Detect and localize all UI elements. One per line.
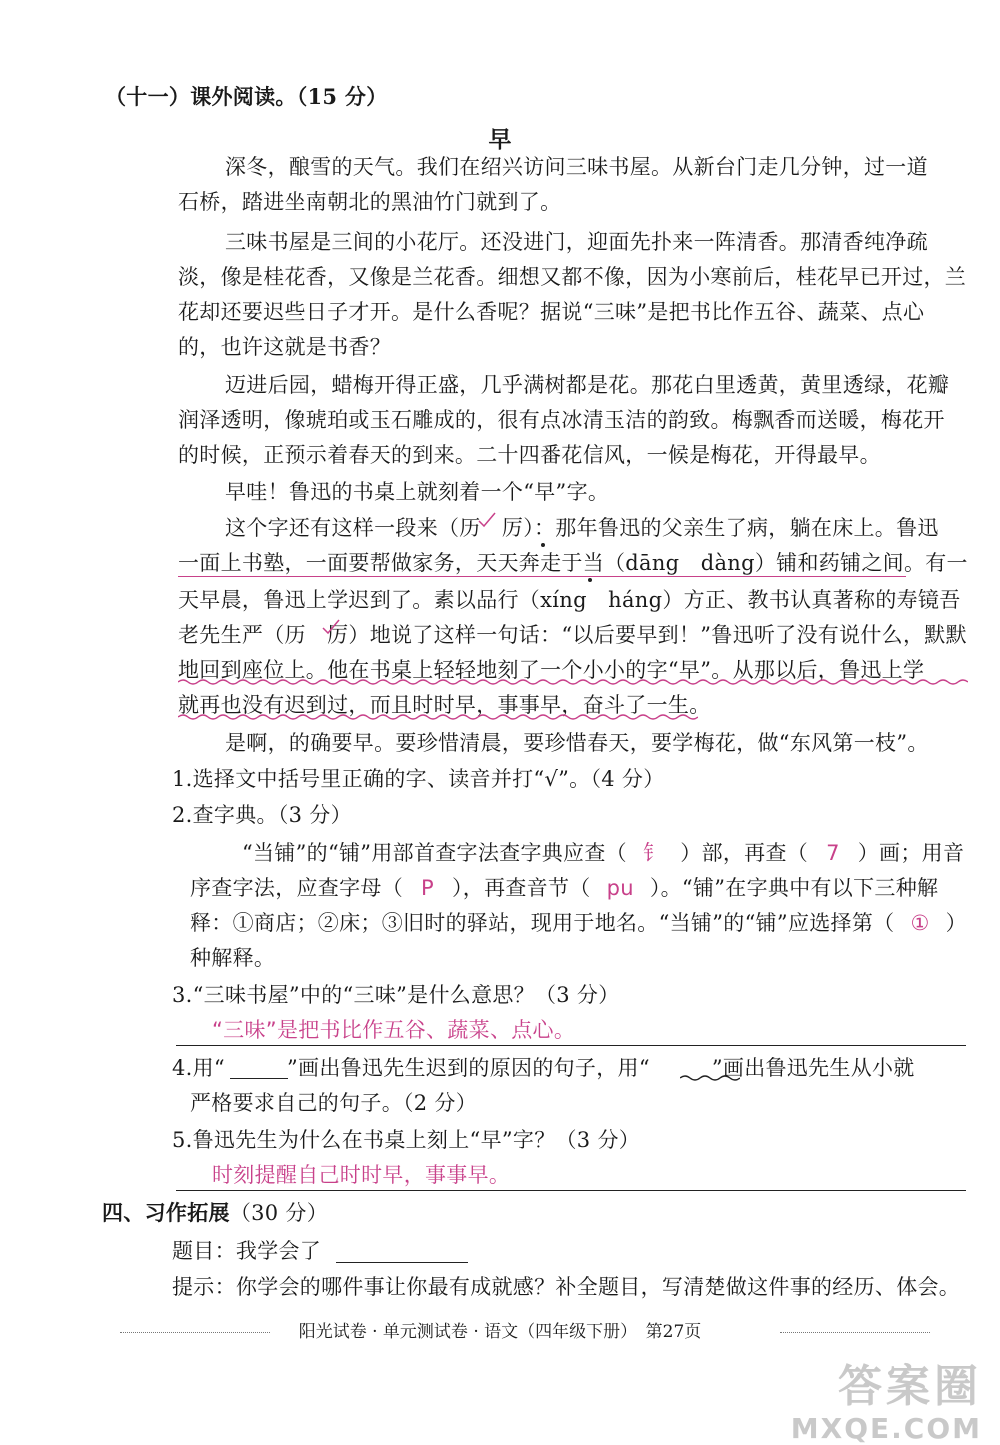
question-3: 3.“三味书屋”中的“三味”是什么意思？（3 分） <box>172 983 620 1007</box>
article-line: 天早晨，鲁迅上学迟到了。素以品行（xíng háng）方正、教书认真著称的寿镜吾 <box>178 588 961 612</box>
answer-choice[interactable]: ① <box>910 911 930 935</box>
article-line: 这个字还有这样一段来（历 厉）：那年鲁迅的父亲生了病，躺在床上。鲁迅 <box>225 516 939 540</box>
wavy-underline-mark <box>178 713 698 721</box>
section-4-heading: 四、习作拓展（30 分） <box>102 1200 329 1225</box>
question-5: 5.鲁迅先生为什么在书桌上刻上“早”字？（3 分） <box>172 1128 641 1152</box>
straight-line-sample <box>230 1078 288 1079</box>
check-mark-icon <box>322 619 340 635</box>
question-2-line-d: 种解释。 <box>190 946 276 970</box>
question-4-line-b: 严格要求自己的句子。（2 分） <box>190 1091 478 1115</box>
answer-rule <box>176 1190 966 1191</box>
answer-letter[interactable]: P <box>421 876 434 900</box>
section-11-heading: （十一）课外阅读。（15 分） <box>105 84 388 109</box>
straight-underline-mark <box>178 576 906 577</box>
answer-rule <box>176 1045 966 1046</box>
writing-topic: 题目：我学会了 <box>172 1239 322 1263</box>
article-line: 的时候，正预示着春天的到来。二十四番花信风，一候是梅花，开得最早。 <box>178 443 881 467</box>
article-line: 就再也没有迟到过，而且时时早，事事早，奋斗了一生。 <box>178 693 711 717</box>
article-line: 花却还要迟些日子才开。是什么香呢？据说“三味”是把书比作五谷、蔬菜、点心 <box>178 300 925 324</box>
question-1: 1.选择文中括号里正确的字、读音并打“√”。（4 分） <box>172 767 665 791</box>
article-line: 是啊，的确要早。要珍惜清晨，要珍惜春天，要学梅花，做“东风第一枝”。 <box>225 731 929 755</box>
article-title: 早 <box>488 126 512 153</box>
writing-hint: 提示：你学会的哪件事让你最有成就感？补全题目，写清楚做这件事的经历、体会。 <box>172 1275 961 1299</box>
article-line: 一面上书塾，一面要帮做家务，天天奔走于当（dāng dàng）铺和药铺之间。有一 <box>178 551 968 575</box>
article-line: 润泽透明，像琥珀或玉石雕成的，很有点冰清玉洁的韵致。梅飘香而送暖，梅花开 <box>178 408 945 432</box>
answer-radical[interactable]: 钅 <box>642 841 665 865</box>
topic-blank[interactable] <box>336 1262 468 1263</box>
article-line: 深冬，酿雪的天气。我们在绍兴访问三味书屋。从新台门走几分钟，过一道 <box>225 155 928 179</box>
answer-strokes[interactable]: 7 <box>826 841 840 865</box>
question-2: 2.查字典。（3 分） <box>172 803 352 827</box>
article-line: 三味书屋是三间的小花厅。还没进门，迎面先扑来一阵清香。那清香纯净疏 <box>225 230 928 254</box>
tick-dot-icon <box>538 540 548 550</box>
question-2-line-a: “当铺”的“铺”用部首查字法查字典应查（ 钅 ）部，再查（ 7 ）画；用音 <box>242 841 965 865</box>
article-line: 的，也许这就是书香？ <box>178 335 391 359</box>
page-footer: 阳光试卷 · 单元测试卷 · 语文（四年级下册） 第27页 <box>298 1322 702 1342</box>
wavy-line-sample <box>680 1074 740 1082</box>
article-line: 迈进后园，蜡梅开得正盛，几乎满树都是花。那花白里透黄，黄里透绿，花瓣 <box>225 373 950 397</box>
article-line: 老先生严（历 厉）地说了这样一句话：“以后要早到！”鲁迅听了没有说什么，默默 <box>178 623 967 647</box>
footer-dotted-rule <box>780 1332 930 1333</box>
article-line: 早哇！鲁迅的书桌上就刻着一个“早”字。 <box>225 480 610 504</box>
article-line: 石桥，踏进坐南朝北的黑油竹门就到了。 <box>178 190 562 214</box>
check-mark-icon <box>478 512 496 528</box>
article-line: 淡，像是桂花香，又像是兰花香。细想又都不像，因为小寒前后，桂花早已开过，兰 <box>178 265 967 289</box>
question-3-answer[interactable]: “三味”是把书比作五谷、蔬菜、点心。 <box>212 1018 576 1042</box>
watermark: 答案圈 MXQE.COM <box>790 1361 982 1445</box>
question-2-line-b: 序查字法，应查字母（ P ），再查音节（ pu ）。“铺”在字典中有以下三种解 <box>190 876 939 900</box>
article-line: 地回到座位上。他在书桌上轻轻地刻了一个小小的字“早”。从那以后，鲁迅上学 <box>178 658 925 682</box>
wavy-underline-mark <box>178 678 968 686</box>
question-4-line-a: 4.用“ ”画出鲁迅先生迟到的原因的句子，用“ ”画出鲁迅先生从小就 <box>172 1056 915 1080</box>
question-2-line-c: 释：①商店；②床；③旧时的驿站，现用于地名。“当铺”的“铺”应选择第（ ① ） <box>190 911 967 935</box>
answer-syllable[interactable]: pu <box>606 876 634 900</box>
question-5-answer[interactable]: 时刻提醒自己时时早，事事早。 <box>212 1163 511 1187</box>
tick-dot-icon <box>585 575 595 585</box>
